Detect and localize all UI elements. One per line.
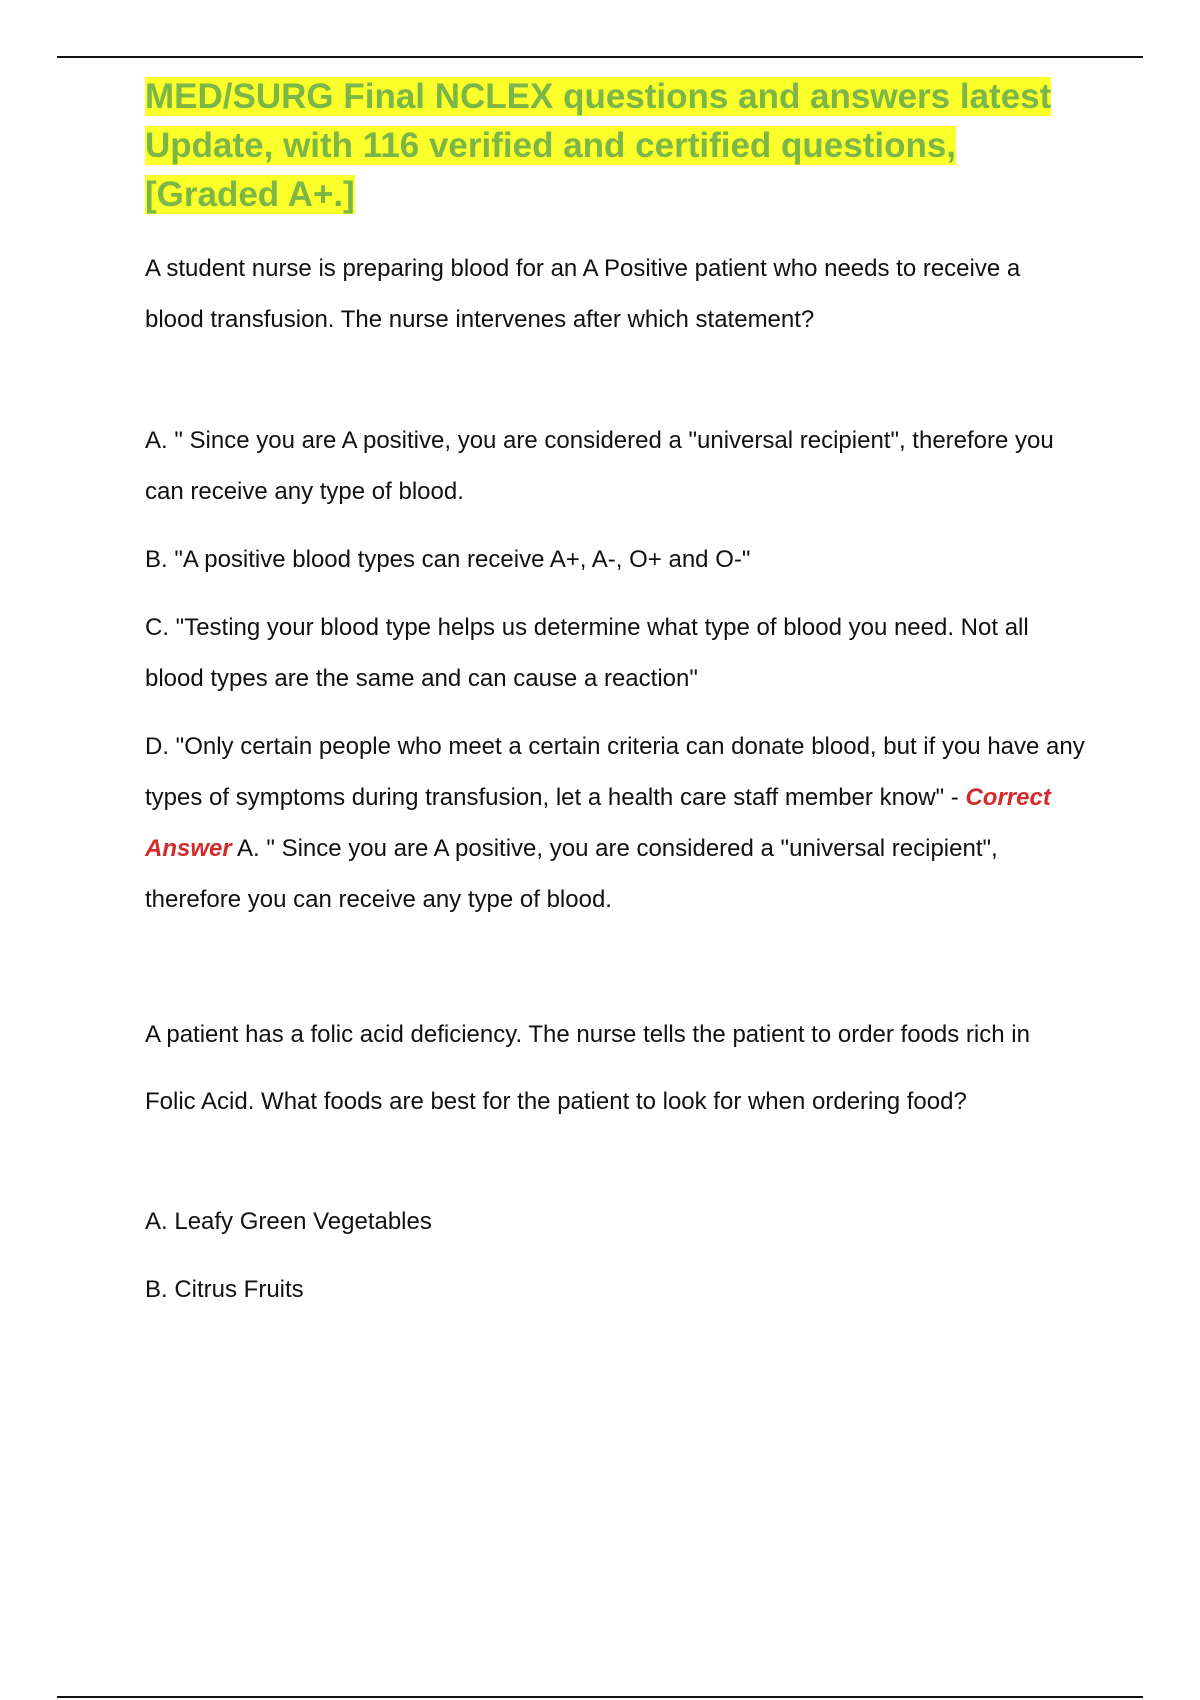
question-1-choice-a: A. " Since you are A positive, you are considered a "universal recipient", therefore you can receive any type of blood. (145, 427, 1054, 505)
question-1-answer-text: A. " Since you are A positive, you are considered a "universal recipient", therefore you can receive any type of blood. (145, 835, 998, 913)
correct-answer-label: Correct Answer (145, 784, 1051, 862)
question-1-choice-d-with-answer (145, 721, 1085, 925)
document-body (145, 72, 1085, 1315)
question-1-stem: A student nurse is preparing blood for an A Positive patient who needs to receive a blood transfusion. The nurse intervenes after which statement? (145, 255, 1021, 333)
document-title (145, 72, 1085, 219)
question-2-choice-b: B. Citrus Fruits (145, 1276, 304, 1303)
question-1-choice-b: B. "A positive blood types can receive A+, A-, O+ and O-" (145, 546, 751, 573)
question-2-stem: A patient has a folic acid deficiency. The nurse tells the patient to order foods rich in Folic Acid. What foods are best for the patient to look for when ordering food? (145, 1021, 1030, 1115)
title-highlight: MED/SURG Final NCLEX questions and answers latest Update, with 116 verified and certified questions, [Graded A+.] (145, 77, 1052, 214)
question-2-choice-a: A. Leafy Green Vegetables (145, 1208, 432, 1235)
question-1-choice-d: D. "Only certain people who meet a certain criteria can donate blood, but if you have any types of symptoms during transfusion, let a health care staff member know" - (145, 733, 1085, 811)
bottom-rule (57, 1696, 1143, 1698)
top-rule (57, 56, 1143, 58)
question-1-choice-c: C. "Testing your blood type helps us determine what type of blood you need. Not all blood types are the same and can cause a reaction" (145, 614, 1029, 692)
